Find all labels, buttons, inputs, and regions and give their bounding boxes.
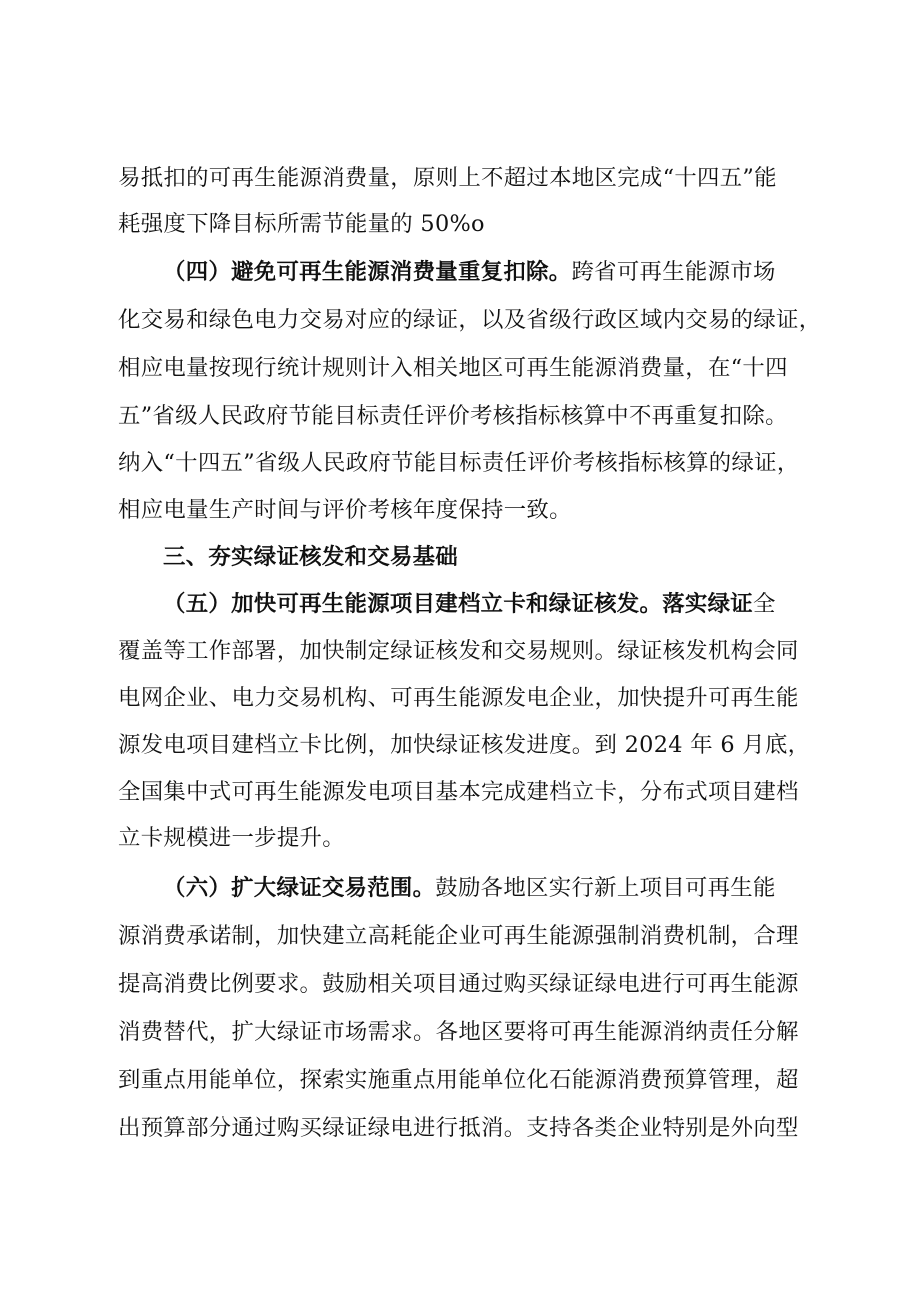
- body-line: 出预算部分通过购买绿证绿电进行抵消。支持各类企业特别是外向型: [118, 1115, 799, 1141]
- section-6-line: [163, 868, 818, 908]
- body-line: 化交易和绿色电力交易对应的绿证，以及省级行政区域内交易的绿证，: [118, 307, 822, 333]
- section-4-line: [163, 252, 818, 292]
- body-line: 到重点用能单位，探索实施重点用能单位化石能源消费预算管理，超: [118, 1067, 799, 1093]
- section-5-heading: （五）加快可再生能源项目建档立卡和绿证核发。落实绿证: [163, 591, 753, 617]
- section-6-heading: （六）扩大绿证交易范围。: [163, 875, 436, 901]
- body-line: 全国集中式可再生能源发电项目基本完成建档立卡，分布式项目建档: [118, 779, 799, 805]
- body-text: 鼓励各地区实行新上项目可再生能: [435, 875, 776, 901]
- section-5-line: [163, 584, 818, 624]
- body-text: 全: [752, 591, 776, 617]
- body-line: 立卡规模进一步提升。: [118, 825, 345, 851]
- body-line: 耗强度下降目标所需节能量的 50%o: [118, 211, 485, 237]
- section-4-heading: （四）避免可再生能源消费量重复扣除。: [163, 259, 572, 285]
- body-line: 易抵扣的可再生能源消费量，原则上不超过本地区完成“十四五”能: [118, 165, 777, 191]
- body-line: 覆盖等工作部署，加快制定绿证核发和交易规则。绿证核发机构会同: [118, 638, 799, 664]
- body-line: 五”省级人民政府节能目标责任评价考核指标核算中不再重复扣除。: [118, 403, 788, 429]
- body-line: 纳入“十四五”省级人民政府节能目标责任评价考核指标核算的绿证，: [118, 450, 800, 476]
- section-3-line: [163, 537, 818, 577]
- body-line: 电网企业、电力交易机构、可再生能源发电企业，加快提升可再生能: [118, 685, 799, 711]
- body-line: 消费替代，扩大绿证市场需求。各地区要将可再生能源消纳责任分解: [118, 1019, 799, 1045]
- body-line: 相应电量按现行统计规则计入相关地区可再生能源消费量，在“十四: [118, 355, 788, 381]
- body-text: 跨省可再生能源市场: [571, 259, 776, 285]
- body-line: 源发电项目建档立卡比例，加快绿证核发进度。到 2024 年 6 月底，: [118, 732, 811, 758]
- body-line: 相应电量生产时间与评价考核年度保持一致。: [118, 497, 572, 523]
- body-line: 源消费承诺制，加快建立高耗能企业可再生能源强制消费机制，合理: [118, 923, 799, 949]
- body-line: 提高消费比例要求。鼓励相关项目通过购买绿证绿电进行可再生能源: [118, 971, 799, 997]
- section-3-heading: 三、夯实绿证核发和交易基础: [163, 544, 458, 570]
